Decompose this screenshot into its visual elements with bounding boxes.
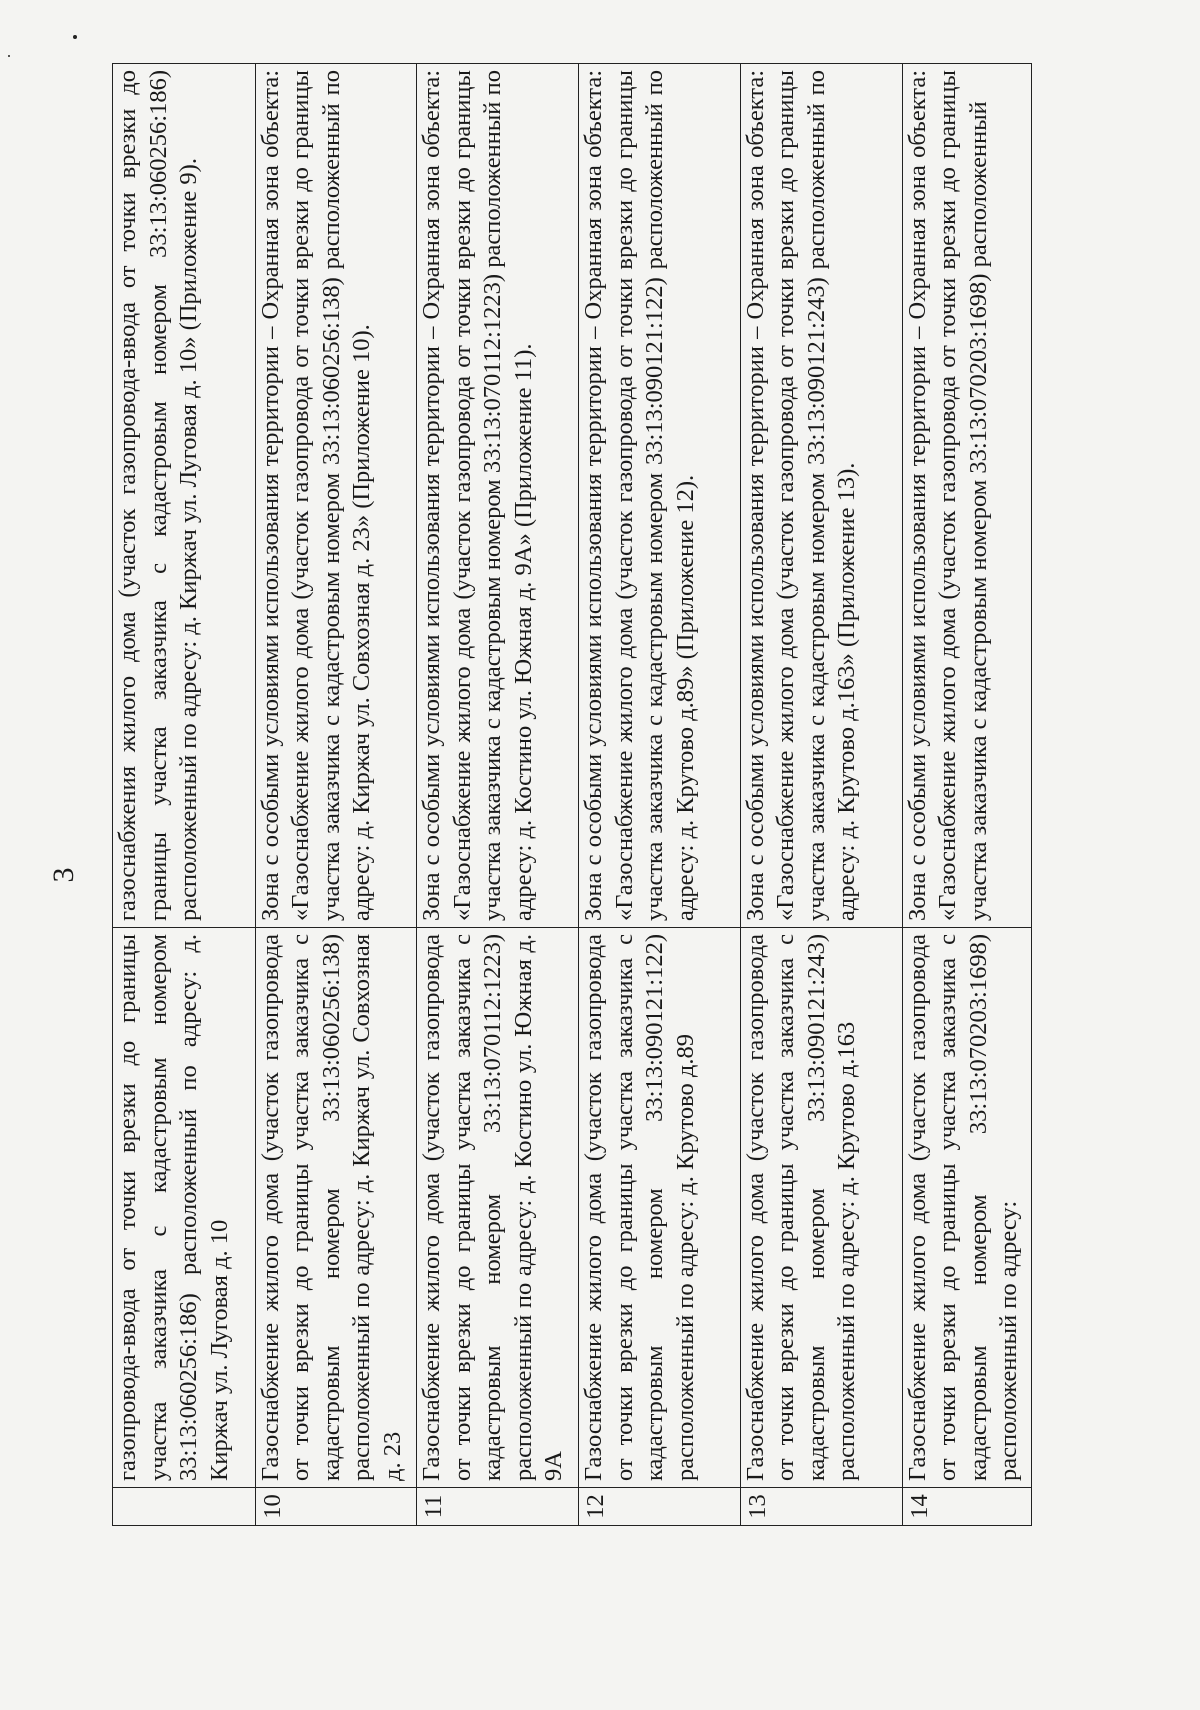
zone-description-cell: газоснабжения жилого дома (участок газопровода-ввода от точки врезки до границы участка заказчика с кадастровым номером 33:13:060256:186) расположенный по адресу: д. Киржач ул. Луговая д. 10» (Приложение 9).: [113, 64, 256, 928]
object-name-cell: Газоснабжение жилого дома (участок газопровода от точки врезки до границы участка заказчика с кадастровым номером 33:13:070112:1223) расположенный по адресу: д. Костино ул. Южная д. 9А: [417, 928, 579, 1488]
row-number: 12: [579, 1488, 741, 1526]
zone-description-cell: Зона с особыми условиями использования территории – Охранная зона объекта: «Газоснабжение жилого дома (участок газопровода от точки врезки до границы участка заказчика с кадастровым номером 33:13:090121:122) расположенный по адресу: д. Крутово д.89» (Приложение 12).: [579, 64, 741, 928]
scan-speck: [73, 35, 77, 39]
row-number: 10: [255, 1488, 416, 1526]
object-name-cell: Газоснабжение жилого дома (участок газопровода от точки врезки до границы участка заказчика с кадастровым номером 33:13:060256:138) расположенный по адресу: д. Киржач ул. Совхозная д. 23: [255, 928, 416, 1488]
table-row: [902, 64, 1031, 1526]
row-number: [113, 1488, 256, 1526]
table-row: [740, 64, 902, 1526]
table-row: [579, 64, 741, 1526]
object-name-cell: газопровода-ввода от точки врезки до границы участка заказчика с кадастровым номером 33:13:060256:186) расположенный по адресу: д. Киржач ул. Луговая д. 10: [113, 928, 256, 1488]
row-number: 14: [902, 1488, 1031, 1526]
scan-speck: [8, 55, 10, 57]
table-row: [113, 64, 256, 1526]
page-number: 3: [47, 867, 80, 883]
rotated-table-container: [112, 64, 1032, 1526]
zone-description-cell: Зона с особыми условиями использования территории – Охранная зона объекта: «Газоснабжение жилого дома (участок газопровода от точки врезки до границы участка заказчика с кадастровым номером 33:13:090121:243) расположенный по адресу: д. Крутово д.163» (Приложение 13).: [740, 64, 902, 928]
object-name-cell: Газоснабжение жилого дома (участок газопровода от точки врезки до границы участка заказчика с кадастровым номером 33:13:090121:243) расположенный по адресу: д. Крутово д.163: [740, 928, 902, 1488]
zone-description-cell: Зона с особыми условиями использования территории – Охранная зона объекта: «Газоснабжение жилого дома (участок газопровода от точки врезки до границы участка заказчика с кадастровым номером 33:13:070203:1698) расположенный: [902, 64, 1031, 928]
table-row: [255, 64, 416, 1526]
zones-table: [112, 63, 1032, 1526]
object-name-cell: Газоснабжение жилого дома (участок газопровода от точки врезки до границы участка заказчика с кадастровым номером 33:13:090121:122) расположенный по адресу: д. Крутово д.89: [579, 928, 741, 1488]
row-number: 11: [417, 1488, 579, 1526]
object-name-cell: Газоснабжение жилого дома (участок газопровода от точки врезки до границы участка заказчика с кадастровым номером 33:13:070203:1698) расположенный по адресу:: [902, 928, 1031, 1488]
zone-description-cell: Зона с особыми условиями использования территории – Охранная зона объекта: «Газоснабжение жилого дома (участок газопровода от точки врезки до границы участка заказчика с кадастровым номером 33:13:060256:138) расположенный по адресу: д. Киржач ул. Совхозная д. 23» (Приложение 10).: [255, 64, 416, 928]
table-row: [417, 64, 579, 1526]
zone-description-cell: Зона с особыми условиями использования территории – Охранная зона объекта: «Газоснабжение жилого дома (участок газопровода от точки врезки до границы участка заказчика с кадастровым номером 33:13:070112:1223) расположенный по адресу: д. Костино ул. Южная д. 9А» (Приложение 11).: [417, 64, 579, 928]
row-number: 13: [740, 1488, 902, 1526]
